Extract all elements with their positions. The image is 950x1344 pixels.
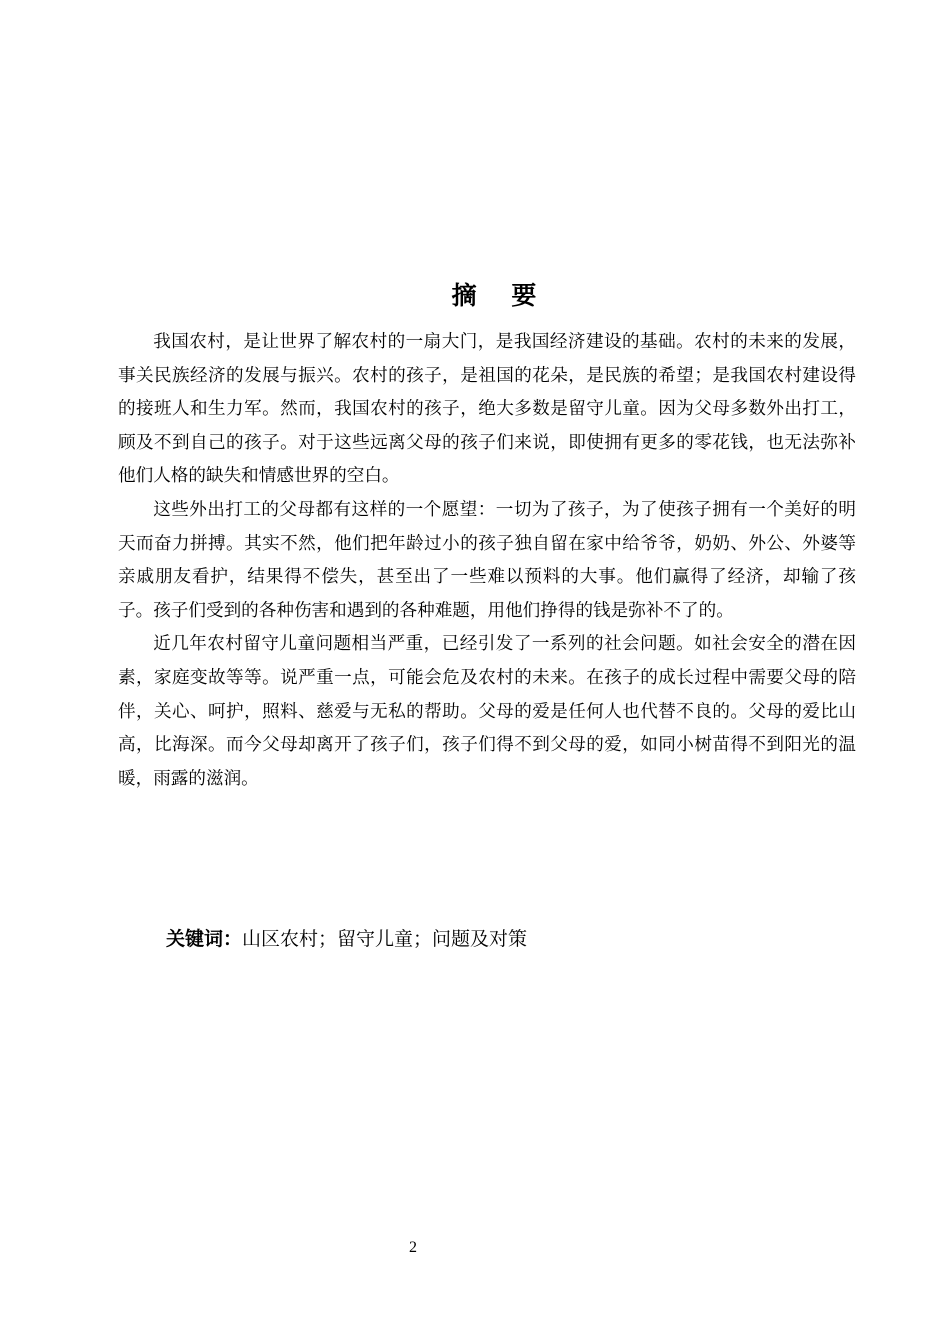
- paragraph-3: 近几年农村留守儿童问题相当严重，已经引发了一系列的社会问题。如社会安全的潜在因素，家庭变故等等。说严重一点，可能会危及农村的未来。在孩子的成长过程中需要父母的陪伴，关心、呵护，照料、慈爱与无私的帮助。父母的爱是任何人也代替不良的。父母的爱比山高，比海深。而今父母却离开了孩子们，孩子们得不到父母的爱，如同小树苗得不到阳光的温暖，雨露的滋润。: [118, 634, 856, 789]
- page-title: 摘 要: [451, 281, 537, 310]
- page-number: 2: [409, 1239, 417, 1256]
- keywords-value: 山区农村；留守儿童；问题及对策: [242, 928, 528, 950]
- keywords-label: 关键词：: [166, 928, 243, 950]
- paragraph-1: 我国农村，是让世界了解农村的一扇大门，是我国经济建设的基础。农村的未来的发展，事关民族经济的发展与振兴。农村的孩子，是祖国的花朵，是民族的希望；是我国农村建设得的接班人和生力军。然而，我国农村的孩子，绝大多数是留守儿童。因为父母多数外出打工，顾及不到自己的孩子。对于这些远离父母的孩子们来说，即使拥有更多的零花钱，也无法弥补他们人格的缺失和情感世界的空白。: [118, 332, 856, 487]
- paragraph-2: 这些外出打工的父母都有这样的一个愿望：一切为了孩子，为了使孩子拥有一个美好的明天而奋力拼搏。其实不然，他们把年龄过小的孩子独自留在家中给爷爷，奶奶、外公、外婆等亲戚朋友看护，结果得不偿失，甚至出了一些难以预料的大事。他们赢得了经济，却输了孩子。孩子们受到的各种伤害和遇到的各种难题，用他们挣得的钱是弥补不了的。: [118, 499, 856, 621]
- abstract-body: [118, 326, 856, 796]
- keywords-line: [166, 922, 527, 956]
